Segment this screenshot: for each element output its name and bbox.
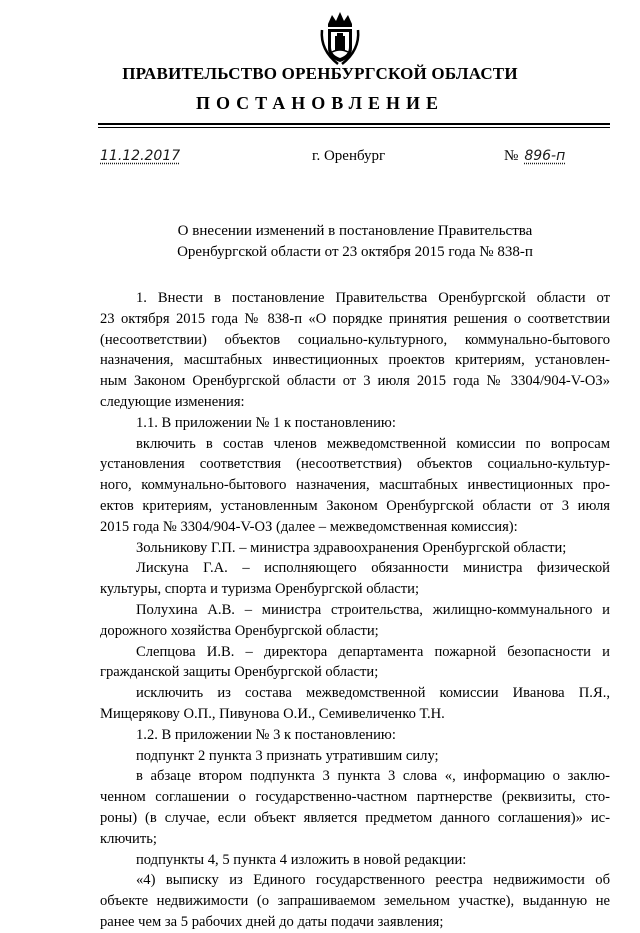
body-line: подпункт 2 пункта 3 признать утратившим силу; [136, 747, 439, 764]
body-line: 1.2. В приложении № 3 к постановлению: [136, 726, 396, 743]
body-line: Полухина А.В. – министра строительства, жилищно-коммунального и [136, 601, 610, 618]
body-line: ным Законом Оренбургской области от 3 июля 2015 года № 3304/904-V-ОЗ» [100, 373, 610, 390]
body-line: гражданской защиты Оренбургской области; [100, 664, 379, 681]
body-line: 2015 года № 3304/904-V-ОЗ (далее – межведомственная комиссия): [100, 518, 518, 535]
body-line: культуры, спорта и туризма Оренбургской области; [100, 581, 420, 598]
document-date: 11.12.2017 [100, 148, 181, 164]
body-line: объекте недвижимости (о запрашиваемом земельном участке), выданную не [100, 893, 610, 910]
body-line: 1. Внести в постановление Правительства Оренбургской области от [136, 290, 610, 306]
body-line: ектов критериям, установленным Законом Оренбургской области от 3 июля [100, 497, 610, 514]
document-number [504, 148, 565, 165]
body-line: включить в состав членов межведомственной комиссии по вопросам [136, 435, 610, 452]
body-line: ченном соглашении о государственно-частном партнерстве (реквизиты, сто- [100, 789, 610, 806]
header-rule-thick [98, 123, 610, 125]
body-line: ключить; [100, 830, 157, 847]
body-line: роны) (в случае, если объект является предметом данного соглашения)» ис- [100, 809, 610, 826]
body-line: следующие изменения: [100, 393, 245, 410]
body-line: подпункты 4, 5 пункта 4 изложить в новой редакции: [136, 851, 467, 868]
number-value: 896-п [524, 148, 566, 164]
body-line: Зольникову Г.П. – министра здравоохранения Оренбургской области; [136, 539, 567, 556]
header-rule-thin [98, 127, 610, 128]
body-line: ного, коммунально-бытового назначения, масштабных инвестиционных про- [100, 477, 610, 494]
document-city: г. Оренбург [312, 148, 386, 164]
body-line: дорожного хозяйства Оренбургской области; [100, 622, 379, 639]
document-subject [100, 221, 610, 263]
body-line: «4) выписку из Единого государственного реестра недвижимости об [136, 872, 610, 889]
body-line: назначения, масштабных инвестиционных проектов критериям, установлен- [100, 352, 610, 369]
body-line: в абзаце втором подпункта 3 пункта 3 слова «, информацию о заклю- [136, 768, 610, 785]
body-line: ранее чем за 5 рабочих дней до даты подачи заявления; [100, 913, 444, 930]
body-line: (несоответствии) объектов социально-культурного, коммунально-бытового [100, 331, 610, 348]
body-line: Слепцова И.В. – директора департамента пожарной безопасности и [136, 643, 610, 660]
document-type-heading: ПОСТАНОВЛЕНИЕ [195, 93, 445, 113]
number-label: № [504, 148, 519, 164]
body-line: Мищерякову О.П., Пивунова О.И., Семивеличенко Т.Н. [100, 705, 445, 722]
body-line: 1.1. В приложении № 1 к постановлению: [136, 414, 396, 431]
body-line: 23 октября 2015 года № 838-п «О порядке принятия решения о соответствии [100, 310, 610, 327]
subject-line: Оренбургской области от 23 октября 2015 года № 838-п [177, 244, 533, 260]
government-title: ПРАВИТЕЛЬСТВО ОРЕНБУРГСКОЙ ОБЛАСТИ [122, 64, 518, 83]
body-line: исключить из состава межведомственной комиссии Иванова П.Я., [136, 685, 610, 702]
document-body [100, 288, 610, 933]
subject-line: О внесении изменений в постановление Правительства [177, 223, 533, 239]
body-line: Лискуна Г.А. – исполняющего обязанности министра физической [136, 560, 610, 577]
body-line: установления соответствия (несоответствия) объектов социально-культур- [100, 456, 610, 473]
orenburg-coat-of-arms-icon [318, 10, 362, 68]
